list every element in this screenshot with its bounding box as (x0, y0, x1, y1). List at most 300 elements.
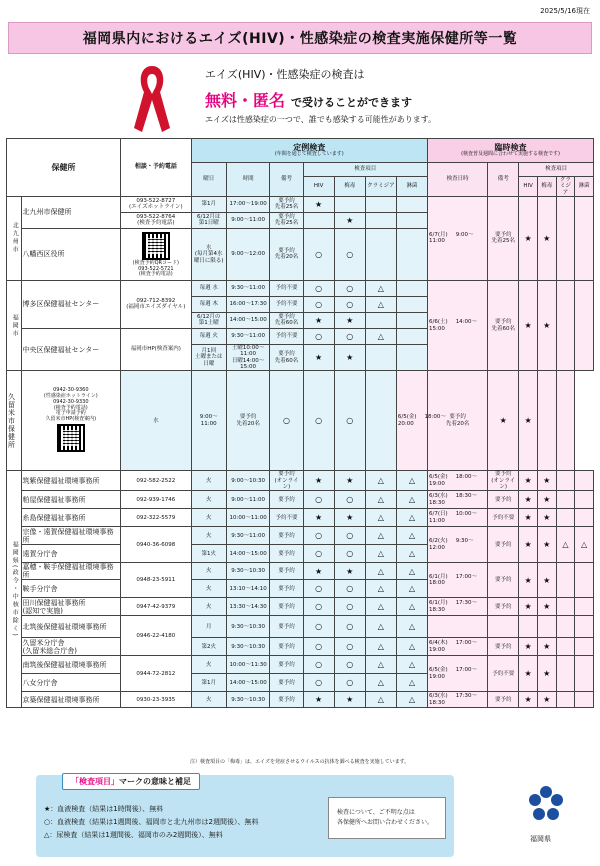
remarks-cell: 要予約 (270, 656, 303, 674)
remarks-cell: 要予約 (270, 692, 303, 708)
phone-cell: 093-522-8727 (エイズホットライン) (121, 196, 192, 212)
hiv-mark: ○ (303, 328, 334, 344)
gonorrhea-mark: △ (396, 638, 427, 656)
remarks-cell: 要予約 (270, 598, 303, 616)
temp-hiv-mark: ★ (519, 196, 538, 280)
temp-time: 18:00〜20:00 (397, 414, 446, 427)
syphilis-mark: ○ (334, 491, 365, 509)
weekday-cell: 火 (191, 491, 226, 509)
table-row (7, 371, 594, 471)
syphilis-mark: ○ (334, 656, 365, 674)
weekday-cell: 月 (191, 616, 226, 638)
weekday-cell: 毎週 木 (191, 296, 226, 312)
temp-time: 18:00〜19:00 (429, 474, 478, 487)
chlamydia-mark (365, 312, 396, 328)
table-body (7, 196, 594, 707)
remarks-cell: 要予約 先着60名 (270, 344, 303, 370)
gonorrhea-mark: △ (396, 471, 427, 491)
weekday-cell: 6/12月は 第1日曜 (191, 212, 226, 228)
center-name: 嘉穂・鞍手保健福祉環境事務所 (21, 563, 121, 580)
time-cell: 9:30〜10:30 (226, 692, 270, 708)
remarks-cell: 要予約 先着60名 (270, 312, 303, 328)
th-weekday: 曜日 (191, 163, 226, 197)
time-cell: 土曜10:00〜11:00 日曜14:00〜15:00 (226, 344, 270, 370)
temp-syphilis-mark: ★ (537, 638, 556, 656)
hiv-mark: ○ (303, 280, 334, 296)
temp-time: 17:00〜18:00 (429, 573, 478, 587)
weekday-cell: 毎週 水 (191, 280, 226, 296)
syphilis-mark: ★ (334, 212, 365, 228)
temp-date-cell (428, 656, 488, 692)
phone-cell: 0947-42-9379 (121, 598, 192, 616)
center-name: 筑紫保健福祉環境事務所 (21, 471, 121, 491)
temp-chlamydia-mark (556, 196, 575, 280)
temp-remarks-cell: 要予約 先着60名 (488, 280, 519, 370)
footnote: 注）検査項目の「梅毒」は、エイズを発症させるウイルスの抗体を調べる検査を実施しています。 (190, 759, 410, 765)
time-cell: 9:30〜11:00 (226, 527, 270, 545)
temp-syphilis-mark: ★ (537, 491, 556, 509)
chlamydia-mark: △ (365, 296, 396, 312)
th-items: 検査項目 (303, 163, 427, 177)
center-name: 博多区保健福祉センター (21, 280, 121, 328)
temp-gonorrhea-mark (575, 563, 594, 598)
temp-remarks-cell: 要予約 (488, 598, 519, 616)
chlamydia-mark (365, 212, 396, 228)
free-text: 無料・匿名 (205, 91, 286, 110)
temp-date: 6/7(日) (429, 511, 448, 518)
center-name: 田川保健福祉事務所 (認知で実施) (21, 598, 121, 616)
phone-cell: 092-939-1746 (121, 491, 192, 509)
chlamydia-mark: △ (365, 328, 396, 344)
center-name: 鞍手分庁舎 (21, 580, 121, 598)
temp-syphilis-mark: ★ (537, 196, 556, 280)
intro-line3: エイズは性感染症の一つで、誰でも感染する可能性があります。 (205, 115, 437, 124)
temp-time: 17:00〜19:00 (429, 640, 478, 653)
weekday-cell: 火 (191, 527, 226, 545)
time-cell: 9:00〜11:00 (191, 371, 226, 471)
temp-time: 17:30〜18:30 (429, 693, 478, 706)
center-name: 久留米分庁舎 (久留米総合庁舎) (21, 638, 121, 656)
th-gonorrhea: 淋菌 (396, 177, 427, 197)
syphilis-mark: ○ (334, 328, 365, 344)
temp-date-cell (428, 638, 488, 656)
table-row (7, 598, 594, 616)
weekday-cell: 火 (191, 692, 226, 708)
center-name: 北九州市保健所 (21, 196, 121, 228)
chlamydia-mark: ○ (334, 371, 365, 471)
temp-remarks-cell: 要予約 (488, 692, 519, 708)
chlamydia-mark: △ (365, 563, 396, 580)
hiv-mark: ★ (303, 563, 334, 580)
legend-title-post: マークの意味と補足 (119, 777, 191, 786)
time-cell: 14:00〜15:00 (226, 545, 270, 563)
remarks-cell: 予約不要 (270, 328, 303, 344)
legend-item-circle: ○：血液検査（結果は1週間後、福岡市と北九州市は2週間後）、無料 (44, 818, 259, 826)
hiv-mark: ★ (303, 471, 334, 491)
legend-title (62, 773, 200, 790)
temp-syphilis-mark: ★ (537, 656, 556, 692)
chlamydia-mark: △ (365, 616, 396, 638)
syphilis-mark: ○ (334, 638, 365, 656)
remarks-cell: 要予約 先着25名 (270, 212, 303, 228)
table-row (7, 616, 594, 638)
temp-time: 17:00〜19:00 (429, 667, 478, 680)
temp-date-cell (428, 692, 488, 708)
hiv-mark: ★ (303, 509, 334, 527)
temp-remarks-cell: 要予約 (488, 527, 519, 563)
schedule-table (6, 138, 594, 708)
regular-title: 定例検査 (293, 143, 326, 153)
weekday-cell: 水 (毎月第4水曜日に限る) (191, 228, 226, 280)
phone-text: 0942-30-9360 (性感染症ホットライン) 0942-30-9330 (検査予約電話) 電子申請予約 久留米市HP(検査案内) (43, 387, 98, 423)
temp-chlamydia-mark (556, 616, 575, 638)
temp-syphilis-mark: ★ (519, 371, 538, 471)
temp-date-cell (428, 509, 488, 527)
gonorrhea-mark (396, 196, 427, 212)
gonorrhea-mark: △ (396, 580, 427, 598)
temp-time: 10:00〜11:00 (429, 511, 478, 524)
hiv-mark: ○ (303, 580, 334, 598)
hiv-mark: ○ (303, 616, 334, 638)
remarks-cell: 要予約 (オンライン) (270, 471, 303, 491)
temp-date-cell (396, 371, 446, 471)
hiv-mark: ○ (303, 527, 334, 545)
syphilis-mark: ○ (303, 371, 334, 471)
center-name: 北筑後保健福祉環境事務所 (21, 616, 121, 638)
gonorrhea-mark (365, 371, 396, 471)
weekday-cell: 第1月 (191, 674, 226, 692)
legend-item-triangle: △：尿検査（結果は1週間後、福岡市のみ2週間後）、無料 (44, 831, 223, 839)
remarks-cell: 要予約 (270, 527, 303, 545)
hiv-mark: ○ (303, 228, 334, 280)
hiv-mark: ★ (303, 692, 334, 708)
time-cell: 10:00〜11:00 (226, 509, 270, 527)
temp-date: 6/3(水) (429, 693, 448, 700)
temp-gonorrhea-mark (575, 280, 594, 370)
weekday-cell: 毎週 火 (191, 328, 226, 344)
remarks-cell: 要予約 (270, 616, 303, 638)
syphilis-mark: ★ (334, 563, 365, 580)
temp-gonorrhea-mark (575, 656, 594, 692)
time-cell: 13:30〜14:30 (226, 598, 270, 616)
temp-remarks-cell: 要予約 先着20名 (428, 371, 488, 471)
temp-hiv-mark: ★ (519, 509, 538, 527)
time-cell: 9:00〜12:00 (226, 228, 270, 280)
temp-gonorrhea-mark (575, 509, 594, 527)
temp-time: 9:30〜12:00 (429, 538, 474, 551)
area-label: 福岡市 (7, 280, 22, 370)
temp-remarks-cell: 要予約 (488, 563, 519, 598)
syphilis-mark: ○ (334, 296, 365, 312)
time-cell: 9:00〜10:30 (226, 471, 270, 491)
temp-hiv-mark (519, 616, 538, 638)
syphilis-mark: ★ (334, 312, 365, 328)
temp-hiv-mark: ★ (519, 280, 538, 370)
temp-date: 6/3(水) (429, 493, 448, 500)
weekday-cell: 火 (191, 471, 226, 491)
temp-gonorrhea-mark (575, 692, 594, 708)
hiv-mark: ○ (303, 545, 334, 563)
hiv-mark: ○ (303, 491, 334, 509)
temp-gonorrhea-mark (575, 638, 594, 656)
chlamydia-mark: △ (365, 692, 396, 708)
syphilis-mark: ★ (334, 509, 365, 527)
weekday-cell: 火 (191, 563, 226, 580)
gonorrhea-mark: △ (396, 692, 427, 708)
temp-gonorrhea-mark (556, 371, 575, 471)
phone-cell: 092-712-8392 (福岡市エイズダイヤル) (121, 280, 192, 328)
chlamydia-mark: △ (365, 580, 396, 598)
table-row (7, 656, 594, 674)
remarks-cell: 要予約 (270, 580, 303, 598)
temp-hiv-mark: ★ (519, 656, 538, 692)
temp-remarks-cell: 要予約 (488, 638, 519, 656)
fukuoka-prefecture-logo (526, 784, 566, 824)
weekday-cell: 火 (191, 580, 226, 598)
temp-hiv-mark: ★ (519, 527, 538, 563)
hiv-mark: ○ (303, 296, 334, 312)
weekday-cell: 第2火 (191, 638, 226, 656)
hiv-mark (303, 212, 334, 228)
temp-remarks-cell (488, 616, 519, 638)
table-row (7, 638, 594, 656)
phone-cell: 0944-72-2812 (121, 656, 192, 692)
temp-gonorrhea-mark (575, 598, 594, 616)
chlamydia-mark: △ (365, 598, 396, 616)
th-phone: 相談・予約電話 (121, 139, 192, 197)
th-center: 保健所 (7, 139, 121, 197)
weekday-cell: 火 (191, 656, 226, 674)
area-label: 北九州市 (7, 196, 22, 280)
chlamydia-mark: △ (365, 674, 396, 692)
legend-title-pre: 「検査項目」 (71, 777, 119, 786)
prefecture-name: 福岡県 (530, 835, 551, 843)
syphilis-mark: ○ (334, 527, 365, 545)
syphilis-mark: ○ (334, 580, 365, 598)
remarks-cell: 予約不要 (270, 509, 303, 527)
weekday-cell: 第1月 (191, 196, 226, 212)
temp-gonorrhea-mark (575, 491, 594, 509)
chlamydia-mark (365, 228, 396, 280)
temp-hiv-mark: ★ (519, 563, 538, 598)
time-cell: 9:00〜11:00 (226, 491, 270, 509)
temp-chlamydia-mark (537, 371, 556, 471)
hiv-mark: ○ (303, 638, 334, 656)
hiv-mark: ★ (303, 312, 334, 328)
th-hiv: HIV (303, 177, 334, 197)
center-name: 京築保健福祉環境事務所 (21, 692, 121, 708)
temp-syphilis-mark: ★ (537, 471, 556, 491)
page-title: 福岡県内におけるエイズ(HIV)・性感染症の検査実施保健所等一覧 (8, 22, 592, 54)
temp-date-cell (428, 563, 488, 598)
time-cell: 9:30〜10:30 (226, 638, 270, 656)
chlamydia-mark: △ (365, 545, 396, 563)
temp-hiv-mark: ★ (519, 491, 538, 509)
temp-chlamydia-mark (556, 471, 575, 491)
chlamydia-mark: △ (365, 509, 396, 527)
remarks-cell: 要予約 先着20名 (270, 228, 303, 280)
temp-date-cell (428, 196, 488, 280)
temp-chlamydia-mark (556, 598, 575, 616)
gonorrhea-mark (396, 280, 427, 296)
temp-remarks-cell: 要予約 (オンライン) (488, 471, 519, 491)
weekday-cell: 水 (121, 371, 192, 471)
syphilis-mark: ○ (334, 545, 365, 563)
table-row (7, 280, 594, 296)
phone-cell: 0940-36-6098 (121, 527, 192, 563)
th-temp-remarks: 備考 (488, 163, 519, 197)
chlamydia-mark: △ (365, 471, 396, 491)
time-cell: 10:00〜11:30 (226, 656, 270, 674)
temp-gonorrhea-mark: △ (575, 527, 594, 563)
temp-syphilis-mark: ★ (537, 280, 556, 370)
phone-cell: 0946-22-4180 (121, 616, 192, 656)
gonorrhea-mark: △ (396, 545, 427, 563)
temp-hiv-mark: ★ (519, 638, 538, 656)
time-cell: 14:00〜15:00 (226, 674, 270, 692)
table-row (7, 563, 594, 580)
temp-hiv-mark: ★ (519, 471, 538, 491)
center-name: 粕屋保健福祉事務所 (21, 491, 121, 509)
temp-time: 17:30〜18:30 (429, 600, 478, 613)
gonorrhea-mark: △ (396, 509, 427, 527)
temp-title: 臨時検査 (494, 143, 527, 153)
phone-cell: 093-522-8764 (検査予約電話) (121, 212, 192, 228)
weekday-cell: 6/12月の 第1土曜 (191, 312, 226, 328)
temp-gonorrhea-mark (575, 196, 594, 280)
temp-hiv-mark: ★ (519, 692, 538, 708)
time-cell: 9:30〜10:30 (226, 616, 270, 638)
temp-chlamydia-mark (556, 638, 575, 656)
time-cell: 16:00〜17:30 (226, 296, 270, 312)
temp-date-cell (428, 471, 488, 491)
center-name: 八女分庁舎 (21, 674, 121, 692)
gonorrhea-mark: △ (396, 491, 427, 509)
gonorrhea-mark: △ (396, 616, 427, 638)
phone-cell: 092-582-2522 (121, 471, 192, 491)
temp-remarks-cell: 要予約 (488, 491, 519, 509)
temp-syphilis-mark: ★ (537, 527, 556, 563)
th-temp-date: 検査日時 (428, 163, 488, 197)
temp-chlamydia-mark (556, 656, 575, 692)
chlamydia-mark: △ (365, 656, 396, 674)
intro-line1: エイズ(HIV)・性感染症の検査は (205, 68, 365, 81)
temp-remarks-cell: 予約不要 (488, 509, 519, 527)
syphilis-mark: ★ (334, 692, 365, 708)
gonorrhea-mark: △ (396, 563, 427, 580)
remarks-cell: 要予約 (270, 545, 303, 563)
qr-code-icon (142, 232, 170, 260)
center-name: 中央区保健福祉センター (21, 328, 121, 370)
gonorrhea-mark (396, 328, 427, 344)
syphilis-mark: ○ (334, 674, 365, 692)
hiv-mark: ○ (270, 371, 303, 471)
legend-items (44, 803, 259, 842)
temp-syphilis-mark: ★ (537, 509, 556, 527)
temp-remarks-cell: 予約不要 (488, 656, 519, 692)
phone-cell (121, 228, 192, 280)
gonorrhea-mark (396, 344, 427, 370)
phone-cell: 福岡市HP(検査案内) (121, 328, 192, 370)
intro (205, 66, 465, 125)
temp-hiv-mark: ★ (519, 598, 538, 616)
temp-remarks-cell: 要予約 先着25名 (488, 196, 519, 280)
qr-code-icon (57, 424, 85, 452)
temp-chlamydia-mark (556, 563, 575, 598)
th-temp-chlamydia: クラミジア (556, 177, 575, 197)
remarks-cell: 要予約 (270, 638, 303, 656)
syphilis-mark: ○ (334, 280, 365, 296)
chlamydia-mark (365, 196, 396, 212)
table-row (7, 527, 594, 545)
hiv-mark: ○ (303, 656, 334, 674)
phone-cell: 0930-23-3935 (121, 692, 192, 708)
phone-cell: 092-322-5579 (121, 509, 192, 527)
time-cell: 13:10〜14:10 (226, 580, 270, 598)
th-temp-gonorrhea: 淋菌 (575, 177, 594, 197)
chlamydia-mark: △ (365, 491, 396, 509)
temp-date: 6/5(金) (429, 474, 448, 481)
temp-syphilis-mark: ★ (537, 692, 556, 708)
temp-time: 14:00〜15:00 (429, 319, 478, 332)
temp-date-cell (428, 616, 488, 638)
th-temp-items: 検査項目 (519, 163, 594, 177)
regular-sub: (年間を通じて検査しています) (274, 151, 344, 158)
table-row (7, 196, 594, 212)
th-temp-syphilis: 梅毒 (537, 177, 556, 197)
remarks-cell: 要予約 (270, 674, 303, 692)
temp-date: 6/5(金) (429, 667, 448, 674)
temp-chlamydia-mark (556, 509, 575, 527)
phone-cell (21, 371, 121, 471)
time-cell: 9:30〜10:30 (226, 563, 270, 580)
temp-date-cell (428, 598, 488, 616)
phone-cell: 0948-23-5911 (121, 563, 192, 598)
temp-time: 18:30〜18:30 (429, 493, 478, 506)
center-name: 久留米市保健所 (7, 371, 22, 471)
temp-date: 6/1(月) (429, 600, 448, 607)
remarks-cell: 要予約 先着25名 (270, 196, 303, 212)
temp-syphilis-mark: ★ (537, 563, 556, 598)
temp-date-cell (428, 491, 488, 509)
weekday-cell: 第1火 (191, 545, 226, 563)
syphilis-mark: ○ (334, 228, 365, 280)
syphilis-mark: ○ (334, 616, 365, 638)
time-cell: 9:30〜11:00 (226, 280, 270, 296)
temp-date-cell (428, 280, 488, 370)
remarks-cell: 要予約 (270, 563, 303, 580)
temp-date: 6/7(月) (429, 232, 448, 239)
syphilis-mark: ○ (334, 598, 365, 616)
date-stamp: 2025/5/16現在 (540, 7, 590, 15)
syphilis-mark: ★ (334, 344, 365, 370)
intro-line2: で受けることができます (291, 96, 413, 109)
hiv-mark: ★ (303, 344, 334, 370)
th-temp (428, 139, 594, 163)
th-syphilis: 梅毒 (334, 177, 365, 197)
gonorrhea-mark: △ (396, 598, 427, 616)
weekday-cell: 月1回 土曜または日曜 (191, 344, 226, 370)
gonorrhea-mark (396, 228, 427, 280)
temp-chlamydia-mark (556, 692, 575, 708)
table-row (7, 471, 594, 491)
temp-date: 6/4(木) (429, 640, 448, 647)
chlamydia-mark (365, 344, 396, 370)
weekday-cell: 火 (191, 509, 226, 527)
time-cell: 9:00〜11:00 (226, 212, 270, 228)
temp-date-cell (428, 527, 488, 563)
temp-chlamydia-mark: △ (556, 527, 575, 563)
